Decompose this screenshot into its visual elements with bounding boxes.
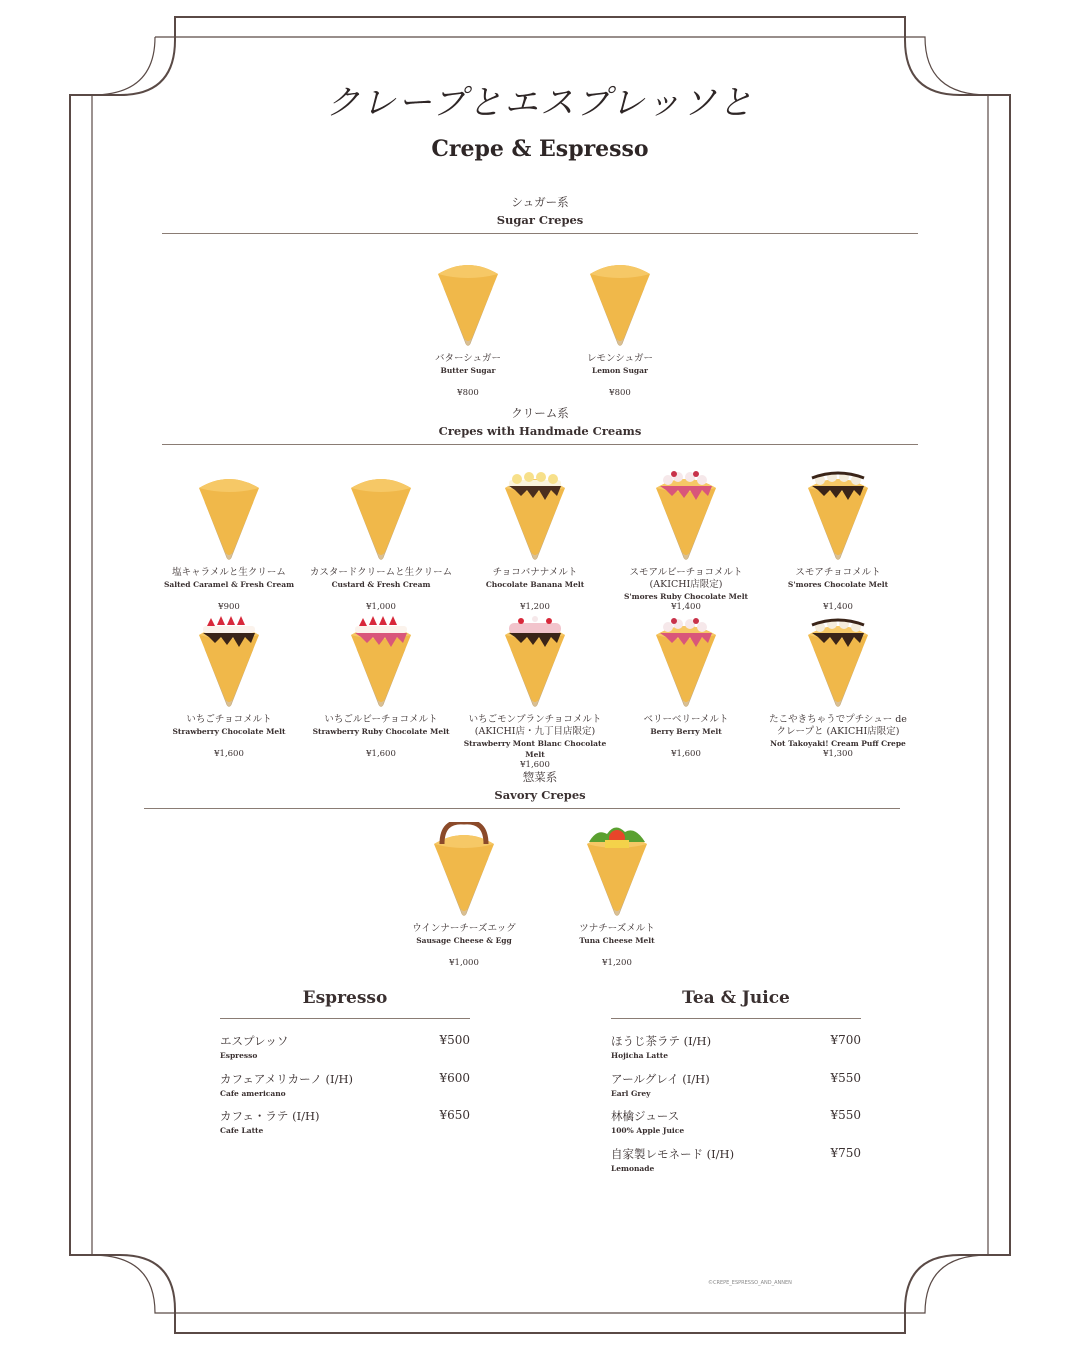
crepe-image	[580, 252, 660, 347]
drink-name-en: Cafe americano	[220, 1088, 286, 1098]
item-price: ¥1,000	[449, 958, 479, 968]
item-name-en: Not Takoyaki! Cream Puff Crepe	[770, 739, 906, 748]
item-name-jp: ベリーベリーメルト	[643, 714, 729, 725]
item-price: ¥800	[457, 388, 479, 398]
crepe-item	[763, 466, 913, 612]
crepe-image	[341, 466, 421, 561]
item-price: ¥1,600	[520, 760, 550, 770]
item-price: ¥1,300	[823, 749, 853, 759]
drink-row	[220, 1108, 470, 1146]
drink-price: ¥550	[830, 1108, 861, 1122]
item-note-jp: クレープと (AKICHI店限定)	[776, 726, 900, 737]
espresso-heading: Espresso	[220, 988, 470, 1019]
drink-name-jp: カフェ・ラテ (I/H)	[220, 1109, 320, 1123]
drink-price: ¥700	[830, 1033, 861, 1047]
section-sugar-heading	[0, 194, 1080, 227]
item-price: ¥1,600	[671, 749, 701, 759]
item-name-en: Strawberry Mont Blanc Chocolate Melt	[463, 739, 607, 759]
crepe-image	[798, 613, 878, 708]
drink-name-en: Hojicha Latte	[611, 1051, 668, 1060]
item-note-jp: (AKICHI店・九丁目店限定)	[474, 726, 596, 737]
item-name-jp: ウインナーチーズエッグ	[412, 923, 516, 934]
section-divider	[162, 444, 918, 445]
drink-row	[611, 1033, 861, 1071]
crepe-item	[393, 252, 543, 398]
drink-price: ¥550	[830, 1070, 861, 1085]
item-price: ¥800	[609, 388, 631, 398]
tea-heading: Tea & Juice	[611, 988, 861, 1019]
item-name-jp: 塩キャラメルと生クリーム	[172, 567, 286, 578]
crepe-item	[542, 822, 692, 968]
item-name-en: S'mores Ruby Chocolate Melt	[623, 592, 749, 601]
item-name-en: Salted Caramel & Fresh Cream	[163, 580, 295, 589]
drink-row	[611, 1071, 861, 1109]
drink-name-en: Espresso	[220, 1051, 258, 1060]
drink-name-jp: 自家製レモネード (I/H)	[611, 1146, 735, 1161]
crepe-image	[495, 613, 575, 708]
section-en: Savory Crepes	[494, 788, 586, 802]
section-divider	[144, 808, 900, 809]
item-name-en: Sausage Cheese & Egg	[416, 936, 512, 945]
drink-row	[220, 1033, 470, 1071]
crepe-item	[306, 613, 456, 759]
item-name-en: Berry Berry Melt	[650, 727, 722, 736]
section-jp: クリーム系	[511, 406, 569, 420]
drink-name-en: Cafe Latte	[220, 1126, 264, 1135]
section-cream-heading	[0, 405, 1080, 438]
drink-price: ¥500	[439, 1033, 470, 1047]
logo-script	[0, 72, 1080, 132]
section-jp: シュガー系	[511, 195, 569, 209]
crepe-item	[611, 466, 761, 612]
item-price: ¥1,200	[520, 602, 550, 612]
drink-price: ¥600	[439, 1070, 470, 1085]
crepe-item	[545, 252, 695, 398]
crepe-image	[189, 613, 269, 708]
item-price: ¥1,600	[214, 749, 244, 759]
crepe-image	[189, 466, 269, 561]
item-name-en: Strawberry Ruby Chocolate Melt	[312, 727, 450, 736]
crepe-item	[154, 613, 304, 759]
crepe-item	[154, 466, 304, 612]
item-name-jp: バターシュガー	[434, 353, 502, 364]
section-en: Sugar Crepes	[496, 213, 584, 227]
espresso-menu	[220, 988, 470, 1146]
item-name-en: Butter Sugar	[440, 366, 496, 375]
item-price: ¥1,400	[823, 602, 853, 612]
drink-price: ¥750	[830, 1145, 861, 1160]
crepe-image	[798, 466, 878, 561]
section-savory-heading	[0, 769, 1080, 802]
item-name-jp: いちごルビーチョコメルト	[324, 714, 438, 725]
item-name-en: Lemon Sugar	[592, 366, 648, 375]
item-price: ¥1,000	[366, 602, 396, 612]
crepe-image	[341, 613, 421, 708]
item-name-en: Custard & Fresh Cream	[331, 580, 431, 589]
item-name-jp: チョコバナナメルト	[492, 567, 578, 578]
item-price: ¥1,200	[602, 958, 632, 968]
drink-name-jp: カフェアメリカーノ (I/H)	[220, 1071, 353, 1086]
crepe-item	[306, 466, 456, 612]
drink-name-en: Lemonade	[611, 1163, 655, 1173]
drink-name-en: Earl Grey	[611, 1088, 651, 1098]
crepe-image	[424, 822, 504, 917]
crepe-image	[646, 466, 726, 561]
crepe-item	[460, 466, 610, 612]
item-price: ¥1,400	[671, 602, 701, 612]
item-name-jp: レモンシュガー	[586, 353, 654, 364]
item-note-jp: (AKICHI店限定)	[649, 579, 723, 590]
item-price: ¥900	[218, 602, 240, 612]
item-name-en: S'mores Chocolate Melt	[787, 580, 889, 589]
drink-name-jp: アールグレイ (I/H)	[611, 1071, 710, 1086]
section-divider	[162, 233, 918, 234]
item-name-jp: いちごモンブランチョコメルト	[468, 714, 602, 725]
item-price: ¥1,600	[366, 749, 396, 759]
item-name-jp: いちごチョコメルト	[186, 714, 272, 725]
drink-name-jp: 林檎ジュース	[611, 1109, 680, 1123]
logo-script-mark	[310, 72, 770, 132]
tea-juice-menu	[611, 988, 861, 1183]
item-name-jp: スモアチョコメルト	[795, 567, 881, 578]
drink-price: ¥650	[439, 1108, 470, 1122]
crepe-image	[646, 613, 726, 708]
item-name-en: Chocolate Banana Melt	[485, 580, 585, 589]
item-name-en: Strawberry Chocolate Melt	[172, 727, 286, 736]
drink-name-en: 100% Apple Juice	[611, 1126, 685, 1135]
drink-row	[611, 1146, 861, 1184]
crepe-image	[495, 466, 575, 561]
crepe-item	[611, 613, 761, 759]
item-name-en: Tuna Cheese Melt	[579, 936, 655, 945]
crepe-item	[763, 613, 913, 759]
page-title: Crepe & Espresso	[431, 136, 649, 162]
credit-text: ©CREPE_ESPRESSO_AND_ANNEN	[708, 1280, 792, 1286]
item-name-jp: カスタードクリームと生クリーム	[309, 567, 453, 578]
crepe-item	[389, 822, 539, 968]
section-jp: 惣菜系	[522, 770, 558, 784]
crepe-image	[428, 252, 508, 347]
item-name-jp: スモアルビーチョコメルト	[629, 567, 743, 578]
crepe-image	[577, 822, 657, 917]
svg-text:クレープとエスプレッソと: クレープとエスプレッソと	[325, 83, 755, 123]
item-name-jp: ツナチーズメルト	[579, 923, 655, 934]
section-en: Crepes with Handmade Creams	[438, 424, 642, 438]
crepe-item	[460, 613, 610, 770]
drink-name-jp: ほうじ茶ラテ (I/H)	[611, 1034, 712, 1048]
item-name-jp: たこやきちゃうでプチシュー de	[769, 714, 907, 725]
drink-row	[220, 1071, 470, 1109]
drink-name-jp: エスプレッソ	[220, 1034, 289, 1048]
drink-row	[611, 1108, 861, 1146]
